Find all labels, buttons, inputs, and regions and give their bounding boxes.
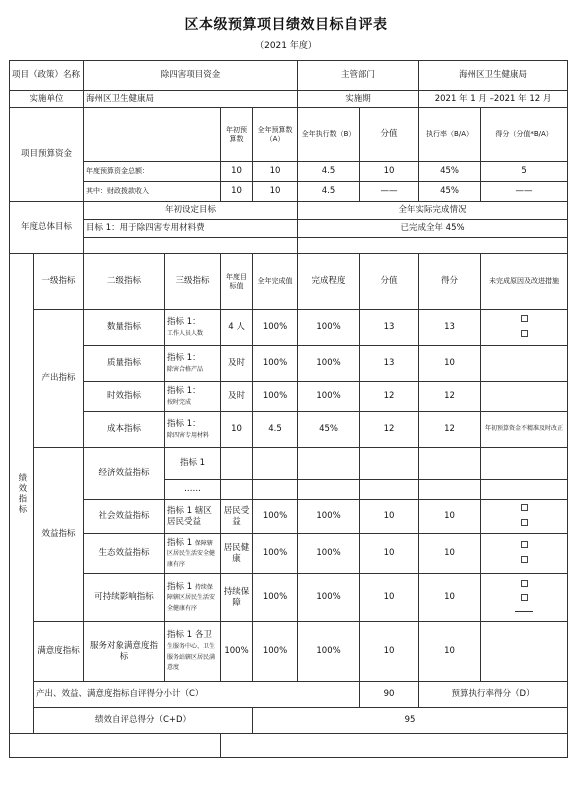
goals-initial-header: 年初设定目标 (84, 202, 298, 220)
indicators-header-points: 得分 (419, 254, 481, 310)
indicators-header-l1: 一级指标 (34, 254, 84, 310)
indicator-degree: 100% (298, 500, 360, 534)
goals-empty-row (10, 238, 568, 254)
indicator-l3: 指标 1 持续保障辖区居民生活安全健康有序 (165, 574, 221, 622)
indicator-l2: 服务对象满意度指标 (84, 622, 165, 682)
indicators-header-l2: 二级指标 (84, 254, 165, 310)
indicators-section-label: 绩效指标 (10, 254, 34, 734)
document-title: 区本级预算项目绩效目标自评表 (184, 17, 388, 33)
unit-row (10, 91, 568, 108)
goals-header-row (10, 202, 568, 220)
funds-header-row (10, 108, 568, 162)
indicator-row (10, 574, 568, 622)
benefit-indicator-label: 效益指标 (34, 448, 84, 622)
indicator-actual: 100% (253, 534, 298, 574)
goals-content-row (10, 220, 568, 238)
indicator-reason (481, 382, 568, 412)
indicator-l3: 指标 1 (165, 448, 221, 480)
indicator-row (10, 622, 568, 682)
document-year: （2021 年度） (255, 41, 317, 51)
indicator-l3: 指标 1： 除四害专用材料 (165, 412, 221, 448)
funds-header-rate: 执行率（B/A） (419, 108, 481, 162)
goals-actual-text: 已完成全年 45% (298, 220, 568, 238)
period-label: 实施期 (298, 91, 419, 108)
indicator-l3: 指标 1 各卫 生服务中心、卫生服务站辖区居民满意度 (165, 622, 221, 682)
indicator-reason (481, 622, 568, 682)
indicator-row (10, 382, 568, 412)
indicator-score: 10 (360, 500, 419, 534)
indicator-actual: 4.5 (253, 412, 298, 448)
indicator-reason (481, 534, 568, 574)
indicator-points: 10 (419, 622, 481, 682)
indicator-reason (481, 310, 568, 346)
funds-label: 项目预算资金 (10, 108, 84, 202)
subtotal-row (10, 682, 568, 708)
indicator-actual: 100% (253, 574, 298, 622)
indicator-points: 10 (419, 574, 481, 622)
funds-header-annual: 全年预算数（A） (253, 108, 298, 162)
indicator-target: 持续保障 (221, 574, 253, 622)
indicator-l3: 指标 1： 除害合格产品 (165, 346, 221, 382)
indicators-header-l3: 三级指标 (165, 254, 221, 310)
indicator-l3: 指标 1： 按时完成 (165, 382, 221, 412)
evaluation-table (9, 60, 568, 758)
indicator-points: 10 (419, 346, 481, 382)
funds-header-points: 得分（分值*B/A） (481, 108, 568, 162)
project-name: 除四害项目资金 (84, 61, 298, 91)
indicators-header-target: 年度目标值 (221, 254, 253, 310)
indicators-header-row (10, 254, 568, 310)
unit-label: 实施单位 (10, 91, 84, 108)
funds-row-label: 其中：财政拨款收入 (84, 182, 221, 202)
indicator-row (10, 500, 568, 534)
indicator-degree: 100% (298, 534, 360, 574)
indicator-points: 13 (419, 310, 481, 346)
indicator-target: 4 人 (221, 310, 253, 346)
funds-row-executed: 4.5 (298, 182, 360, 202)
funds-row-label: 年度预算资金总额： (84, 162, 221, 182)
blank-row (10, 734, 568, 758)
funds-row-points: —— (481, 182, 568, 202)
indicator-score: 13 (360, 346, 419, 382)
indicator-score: 10 (360, 622, 419, 682)
indicator-row (10, 412, 568, 448)
indicator-score: 10 (360, 574, 419, 622)
unit-value: 海州区卫生健康局 (84, 91, 298, 108)
indicator-points: 10 (419, 534, 481, 574)
indicators-header-actual: 全年完成值 (253, 254, 298, 310)
funds-row-initial: 10 (221, 162, 253, 182)
indicator-row (10, 346, 568, 382)
indicators-header-degree: 完成程度 (298, 254, 360, 310)
dept-value: 海州区卫生健康局 (419, 61, 568, 91)
satisfaction-indicator-label: 满意度指标 (34, 622, 84, 682)
indicator-row (10, 448, 568, 480)
funds-row-score: —— (360, 182, 419, 202)
indicator-points: 12 (419, 382, 481, 412)
goals-actual-header: 全年实际完成情况 (298, 202, 568, 220)
dept-label: 主管部门 (298, 61, 419, 91)
indicators-header-reason: 未完成原因及改进措施 (481, 254, 568, 310)
funds-row-points: 5 (481, 162, 568, 182)
indicator-actual: 100% (253, 500, 298, 534)
funds-row-score: 10 (360, 162, 419, 182)
indicator-target: 居民受益 (221, 500, 253, 534)
indicator-points: 10 (419, 500, 481, 534)
funds-row-rate: 45% (419, 182, 481, 202)
indicator-degree: 45% (298, 412, 360, 448)
indicator-points: 12 (419, 412, 481, 448)
indicator-reason: 年初预算资金不精准及时改正 (481, 412, 568, 448)
indicator-degree: 100% (298, 382, 360, 412)
project-name-label: 项目（政策）名称 (10, 61, 84, 91)
indicator-score: 13 (360, 310, 419, 346)
funds-row-initial: 10 (221, 182, 253, 202)
indicator-row (10, 534, 568, 574)
subtotal-label: 产出、效益、满意度指标自评得分小计（C） (34, 682, 360, 708)
indicator-l2: 经济效益指标 (84, 448, 165, 500)
indicator-target: 居民健康 (221, 534, 253, 574)
indicator-l2: 质量指标 (84, 346, 165, 382)
indicator-l3: 指标 1 辖区居民受益 (165, 500, 221, 534)
indicator-actual: 100% (253, 346, 298, 382)
indicator-l3: 指标 1 保障辖区居民生活安全健康有序 (165, 534, 221, 574)
indicator-actual: 100% (253, 622, 298, 682)
period-value: 2021 年 1 月 –2021 年 12 月 (419, 91, 568, 108)
indicator-l2: 生态效益指标 (84, 534, 165, 574)
funds-row-annual: 10 (253, 162, 298, 182)
indicator-l3: 指标 1： 工作人员人数 (165, 310, 221, 346)
funds-header-score: 分值 (360, 108, 419, 162)
indicator-reason (481, 574, 568, 622)
indicator-l2: 时效指标 (84, 382, 165, 412)
funds-header-initial: 年初预算数 (221, 108, 253, 162)
goals-initial-text: 目标 1：用于除四害专用材料费 (84, 220, 298, 238)
subtotal-value: 90 (360, 682, 419, 708)
funds-row-annual: 10 (253, 182, 298, 202)
funds-row-rate: 45% (419, 162, 481, 182)
indicator-degree: 100% (298, 622, 360, 682)
indicator-target: 10 (221, 412, 253, 448)
indicator-score: 10 (360, 534, 419, 574)
indicator-target: 及时 (221, 346, 253, 382)
indicator-l2: 成本指标 (84, 412, 165, 448)
indicator-target: 及时 (221, 382, 253, 412)
total-value: 95 (253, 708, 568, 734)
funds-row-fiscal (10, 182, 568, 202)
indicators-header-score: 分值 (360, 254, 419, 310)
indicator-degree: 100% (298, 346, 360, 382)
indicator-score: 12 (360, 412, 419, 448)
indicator-l2: 数量指标 (84, 310, 165, 346)
funds-header-executed: 全年执行数（B） (298, 108, 360, 162)
total-label: 绩效自评总得分（C+D） (34, 708, 253, 734)
funds-row-executed: 4.5 (298, 162, 360, 182)
indicator-actual: 100% (253, 382, 298, 412)
total-row (10, 708, 568, 734)
goals-label: 年度总体目标 (10, 202, 84, 254)
project-row (10, 61, 568, 91)
indicator-reason (481, 500, 568, 534)
indicator-reason (481, 346, 568, 382)
funds-row-total (10, 162, 568, 182)
exec-score-label: 预算执行率得分（D） (419, 682, 568, 708)
indicator-score: 12 (360, 382, 419, 412)
indicator-l2: 社会效益指标 (84, 500, 165, 534)
output-indicator-label: 产出指标 (34, 310, 84, 448)
indicator-actual: 100% (253, 310, 298, 346)
indicator-row (10, 310, 568, 346)
indicator-degree: 100% (298, 574, 360, 622)
indicator-l3: …… (165, 480, 221, 500)
indicator-l2: 可持续影响指标 (84, 574, 165, 622)
indicator-degree: 100% (298, 310, 360, 346)
indicator-target: 100% (221, 622, 253, 682)
